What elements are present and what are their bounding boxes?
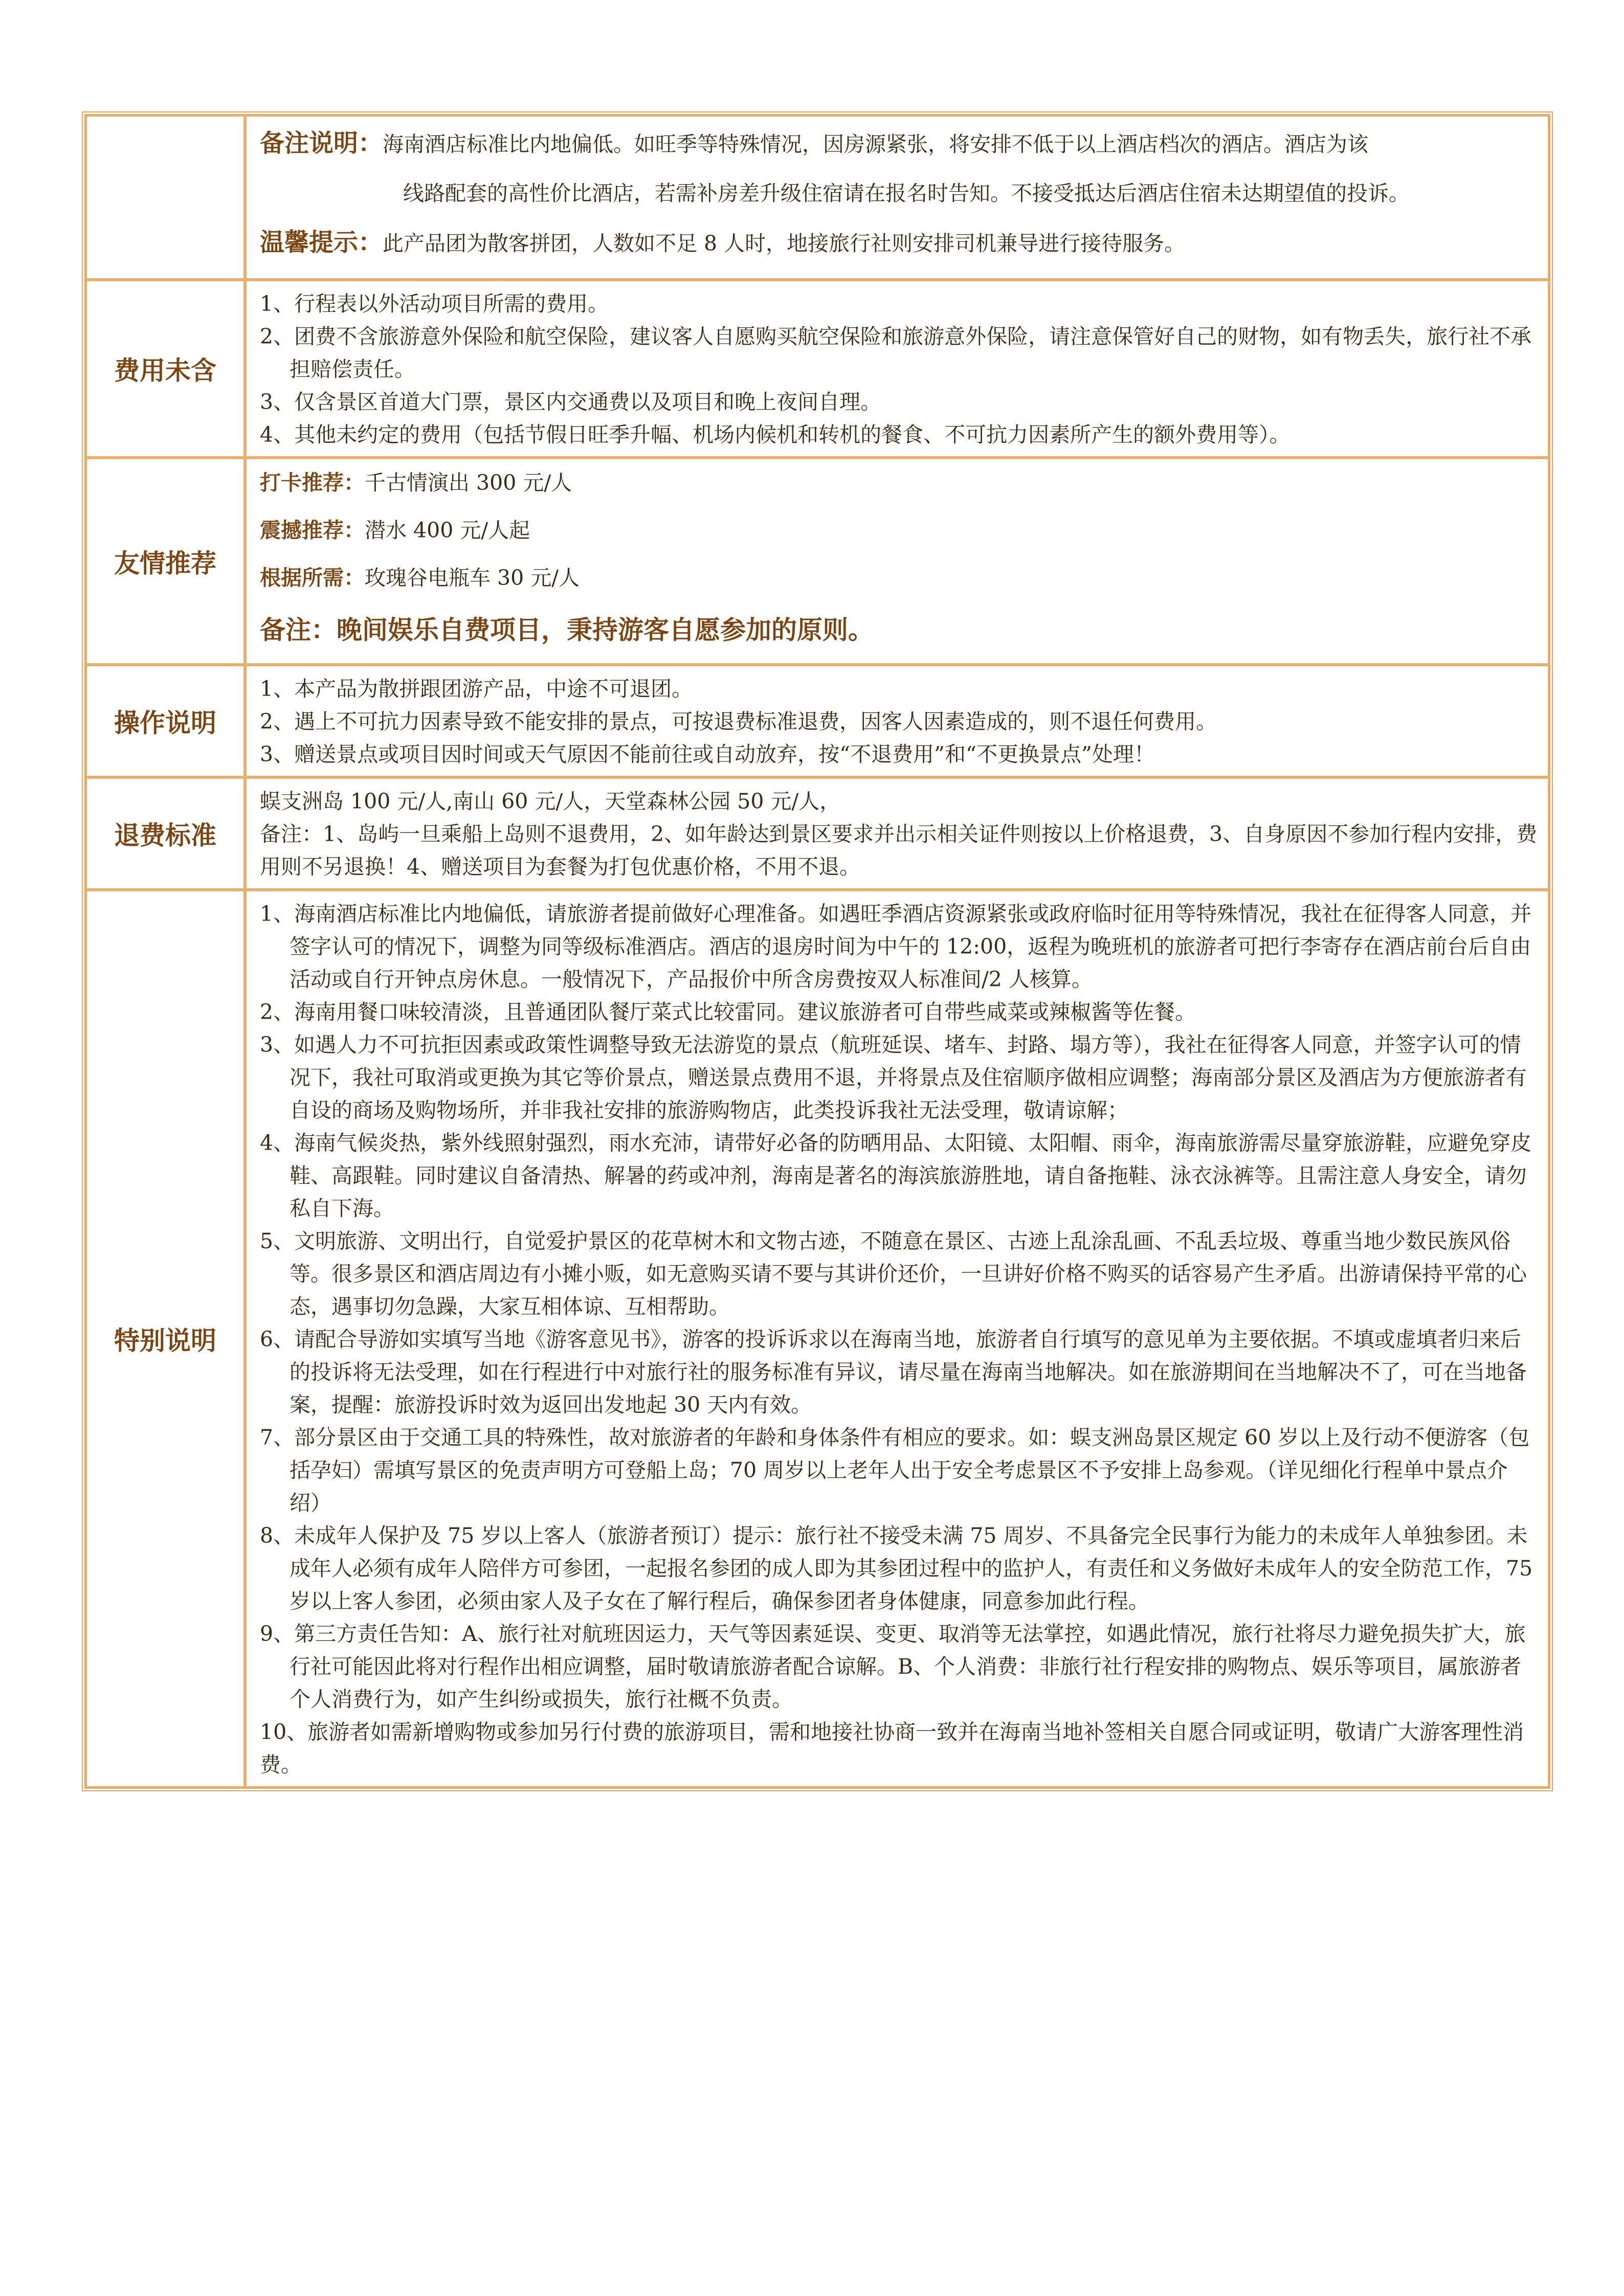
refund-row	[85, 777, 1549, 890]
recommend-value: 千古情演出 300 元/人	[365, 470, 572, 495]
notes-content-cell	[245, 115, 1549, 280]
recommend-item	[260, 459, 1538, 507]
special-item: 7、部分景区由于交通工具的特殊性，故对旅游者的年龄和身体条件有相应的要求。如：蜈支洲岛景区规定 60 岁以上及行动不便游客（包括孕妇）需填写景区的免责声明方可登船上岛；70 周岁以上老年人出于安全考虑景区不予安排上岛参观。（详见细化行程单中景点介绍）	[260, 1425, 1530, 1515]
operation-item: 2、遇上不可抗力因素导致不能安排的景点，可按退费标准退费，因客人因素造成的，则不退任何费用。	[260, 709, 1217, 734]
special-item: 2、海南用餐口味较清淡，且普通团队餐厅菜式比较雷同。建议旅游者可自带些咸菜或辣椒酱等佐餐。	[260, 1000, 1196, 1024]
tip-text: 此产品团为散客拼团，人数如不足 8 人时，地接旅行社则安排司机兼导进行接待服务。	[383, 231, 1186, 256]
recommend-row	[85, 458, 1549, 665]
recommend-key: 打卡推荐：	[260, 470, 365, 495]
recommend-key: 根据所需：	[260, 566, 365, 590]
fees-excluded-row	[85, 280, 1549, 458]
remark-text-2: 线路配套的高性价比酒店，若需补房差升级住宿请在报名时告知。不接受抵达后酒店住宿未达期望值的投诉。	[403, 181, 1410, 206]
fees-item: 2、团费不含旅游意外保险和航空保险，建议客人自愿购买航空保险和旅游意外保险，请注意保管好自己的财物，如有物丢失，旅行社不承担赔偿责任。	[260, 324, 1532, 381]
fees-excluded-content	[245, 280, 1549, 458]
fees-excluded-label: 费用未含	[85, 280, 245, 458]
notes-row	[85, 115, 1549, 280]
special-row	[85, 890, 1549, 1788]
refund-label: 退费标准	[85, 777, 245, 890]
recommend-content	[245, 458, 1549, 665]
fees-item: 3、仅含景区首道大门票，景区内交通费以及项目和晚上夜间自理。	[260, 390, 882, 414]
recommend-remark: 备注：晚间娱乐自费项目，秉持游客自愿参加的原则。	[260, 615, 874, 645]
operation-item: 1、本产品为散拼跟团游产品，中途不可退团。	[260, 677, 693, 701]
remark-text-1: 海南酒店标准比内地偏低。如旺季等特殊情况，因房源紧张，将安排不低于以上酒店档次的酒店。酒店为该	[383, 132, 1369, 156]
special-item: 6、请配合导游如实填写当地《游客意见书》，游客的投诉诉求以在海南当地，旅游者自行填写的意见单为主要依据。不填或虚填者归来后的投诉将无法受理，如在行程进行中对旅行社的服务标准有异议，请尽量在海南当地解决。如在旅游期间在当地解决不了，可在当地备案，提醒：旅游投诉时效为返回出发地起 30 天内有效。	[260, 1327, 1527, 1417]
refund-remark: 备注：1、岛屿一旦乘船上岛则不退费用，2、如年龄达到景区要求并出示相关证件则按以上价格退费，3、自身原因不参加行程内安排，费用则不另退换！4、赠送项目为套餐为打包优惠价格，不用不退。	[260, 822, 1538, 879]
special-label: 特别说明	[85, 890, 245, 1788]
special-content	[245, 890, 1549, 1788]
special-item: 3、如遇人力不可抗拒因素或政策性调整导致无法游览的景点（航班延误、堵车、封路、塌方等），我社在征得客人同意，并签字认可的情况下，我社可取消或更换为其它等价景点，赠送景点费用不退，并将景点及住宿顺序做相应调整；海南部分景区及酒店为方便旅游者有自设的商场及购物场所，并非我社安排的旅游购物店，此类投诉我社无法受理，敬请谅解；	[260, 1032, 1527, 1122]
remark-label: 备注说明：	[260, 129, 383, 157]
recommend-value: 潜水 400 元/人起	[365, 518, 530, 543]
operation-label: 操作说明	[85, 665, 245, 777]
fees-item: 4、其他未约定的费用（包括节假日旺季升幅、机场内候机和转机的餐食、不可抗力因素所产生的额外费用等）。	[260, 422, 1291, 447]
itinerary-notes-table	[82, 111, 1553, 1791]
special-item: 4、海南气候炎热，紫外线照射强烈，雨水充沛，请带好必备的防晒用品、太阳镜、太阳帽、雨伞，海南旅游需尽量穿旅游鞋，应避免穿皮鞋、高跟鞋。同时建议自备清热、解暑的药或冲剂，海南是著名的海滨旅游胜地，请自备拖鞋、泳衣泳裤等。且需注意人身安全，请勿私自下海。	[260, 1131, 1532, 1221]
recommend-key: 震撼推荐：	[260, 518, 365, 543]
special-item: 10、旅游者如需新增购物或参加另行付费的旅游项目，需和地接社协商一致并在海南当地补签相关自愿合同或证明，敬请广大游客理性消费。	[260, 1720, 1524, 1777]
notes-label-cell	[85, 115, 245, 280]
recommend-label: 友情推荐	[85, 458, 245, 665]
special-item: 8、未成年人保护及 75 岁以上客人（旅游者预订）提示：旅行社不接受未满 75 周岁、不具备完全民事行为能力的未成年人单独参团。未成年人必须有成年人陪伴方可参团，一起报名参团的成人即为其参团过程中的监护人，有责任和义务做好未成年人的安全防范工作，75 岁以上客人参团，必须由家人及子女在了解行程后，确保参团者身体健康，同意参加此行程。	[260, 1523, 1533, 1613]
tip-label: 温馨提示：	[260, 228, 383, 257]
tip-line	[260, 218, 1538, 268]
refund-prices: 蜈支洲岛 100 元/人,南山 60 元/人，天堂森林公园 50 元/人，	[260, 789, 841, 814]
operation-content	[245, 665, 1549, 777]
recommend-value: 玫瑰谷电瓶车 30 元/人	[365, 566, 580, 590]
special-item: 1、海南酒店标准比内地偏低，请旅游者提前做好心理准备。如遇旺季酒店资源紧张或政府临时征用等特殊情况，我社在征得客人同意，并签字认可的情况下，调整为同等级标准酒店。酒店的退房时间为中午的 12:00，返程为晚班机的旅游者可把行李寄存在酒店前台后自由活动或自行开钟点房休息。一般情况下，产品报价中所含房费按双人标准间/2 人核算。	[260, 902, 1532, 992]
special-item: 9、第三方责任告知：A、旅行社对航班因运力，天气等因素延误、变更、取消等无法掌控，如遇此情况，旅行社将尽力避免损失扩大，旅行社可能因此将对行程作出相应调整，届时敬请旅游者配合谅解。B、个人消费：非旅行社行程安排的购物点、娱乐等项目，属旅游者个人消费行为，如产生纠纷或损失，旅行社概不负责。	[260, 1622, 1526, 1712]
remark-line-1	[260, 119, 1538, 169]
special-item: 5、文明旅游、文明出行，自觉爱护景区的花草树木和文物古迹，不随意在景区、古迹上乱涂乱画、不乱丢垃圾、尊重当地少数民族风俗等。很多景区和酒店周边有小摊小贩，如无意购买请不要与其讲价还价，一旦讲好价格不购买的话容易产生矛盾。出游请保持平常的心态，遇事切勿急躁，大家互相体谅、互相帮助。	[260, 1229, 1527, 1319]
recommend-item	[260, 554, 1538, 602]
operation-item: 3、赠送景点或项目因时间或天气原因不能前往或自动放弃，按“不退费用”和“不更换景点”处理！	[260, 742, 1155, 767]
recommend-item	[260, 507, 1538, 554]
fees-item: 1、行程表以外活动项目所需的费用。	[260, 291, 609, 316]
refund-content	[245, 777, 1549, 890]
operation-row	[85, 665, 1549, 777]
